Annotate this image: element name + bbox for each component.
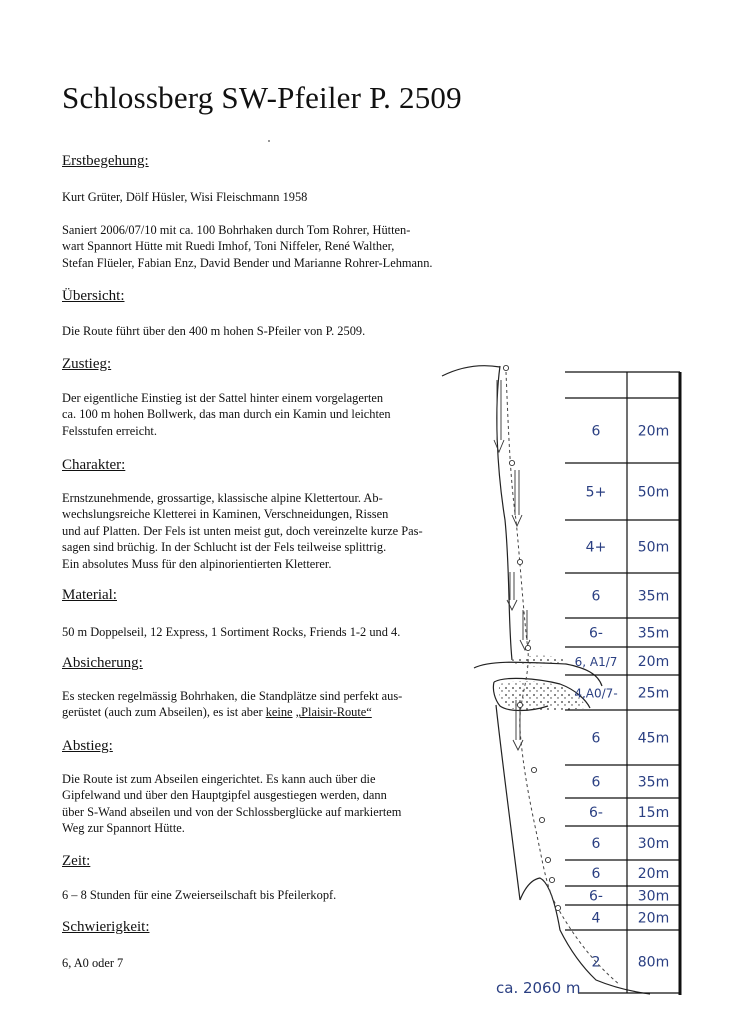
text-line: Weg zur Spannort Hütte. (62, 821, 185, 836)
text-span: gerüstet (auch zum Abseilen), es ist aber (62, 705, 266, 720)
pitch-grade: 6 (591, 588, 601, 605)
pitch-length: 30m (637, 836, 670, 852)
emphasis-plaisir-route: „Plaisir-Route“ (295, 705, 372, 720)
pitch-length: 20m (637, 423, 670, 440)
text-line: 6 – 8 Stunden für eine Zweierseilschaft bis Pfeilerkopf. (62, 888, 337, 902)
ledge-rubble (512, 656, 566, 667)
pitch-length: 35m (637, 774, 670, 791)
pitch-grade: 6, A1/7 (574, 655, 618, 669)
heading-zustieg: Zustieg: (62, 356, 112, 372)
pitch-length: 35m (637, 588, 670, 605)
pitch-grade: 6- (589, 888, 603, 905)
pitch-length: 50m (637, 484, 670, 501)
text-line: Saniert 2006/07/10 mit ca. 100 Bohrhaken durch Tom Rohrer, Hütten- (62, 223, 411, 237)
pitch-length: 15m (637, 805, 670, 821)
text-line: Gipfelwand und über den Hauptgipfel ausgestiegen werden, dann (62, 788, 387, 803)
heading-material: Material: (62, 587, 117, 603)
heading-abstieg: Abstieg: (62, 738, 113, 754)
pitch-grade: 5+ (585, 484, 607, 501)
text-line: und auf Platten. Der Fels ist unten meist gut, doch vereinzelte kurze Pas- (62, 523, 423, 538)
heading-uebersicht: Übersicht: (62, 288, 125, 304)
text-line: Die Route ist zum Abseilen eingerichtet. Es kann auch über die (62, 772, 376, 786)
pitch-grade: 6 (591, 423, 601, 440)
pitch-length: 20m (637, 654, 670, 670)
pitch-grade: 6 (591, 730, 601, 747)
pitch-grade: 4 (591, 910, 601, 927)
pitch-length: 20m (637, 866, 670, 882)
heading-charakter: Charakter: (62, 457, 126, 473)
pitch-grade: 6- (589, 805, 603, 821)
page-title: Schlossberg SW-Pfeiler P. 2509 (62, 80, 462, 115)
text-line: wechslungsreiche Kletterei in Kaminen, Verschneidungen, Rissen (62, 507, 389, 522)
text-line: Ein absolutes Muss für den alpinorientierten Kletterer. (62, 556, 332, 571)
pitch-grade: 2 (591, 954, 601, 971)
pitch-length: 20m (637, 910, 670, 927)
heading-erstbegehung: Erstbegehung: (62, 153, 149, 169)
text-line: Felsstufen erreicht. (62, 423, 157, 438)
emphasis-keine: keine (265, 705, 293, 720)
text-line: 50 m Doppelseil, 12 Express, 1 Sortiment Rocks, Friends 1-2 und 4. (62, 625, 401, 639)
base-altitude-label: ca. 2060 m (496, 979, 581, 997)
text-line: sagen sind brüchig. In der Schlucht ist der Fels teilweise splittrig. (62, 540, 387, 555)
pitch-length: 35m (637, 625, 670, 642)
pitch-grade: 6 (591, 774, 601, 791)
text-line: wart Spannort Hütte mit Ruedi Imhof, Toni Niffeler, René Walther, (62, 239, 395, 254)
pitch-length: 25m (637, 685, 670, 702)
pitch-grade: 6 (591, 866, 601, 882)
text-line: Es stecken regelmässig Bohrhaken, die Standplätze sind perfekt aus- (62, 689, 403, 703)
heading-absicherung: Absicherung: (62, 655, 143, 671)
heading-schwierigkeit: Schwierigkeit: (62, 919, 150, 935)
pitch-length: 50m (637, 539, 670, 556)
pitch-length: 80m (637, 954, 670, 971)
text-line: Der eigentliche Einstieg ist der Sattel hinter einem vorgelagerten (62, 391, 384, 405)
rock-outline (442, 366, 650, 994)
pitch-grade: 6 (591, 836, 601, 852)
pitch-grade: 6- (589, 625, 603, 642)
text-line: über S-Wand abseilen und von der Schlossberglücke auf markiertem (62, 804, 402, 819)
pitch-length: 45m (637, 730, 670, 747)
pitch-grade: 4,A0/7- (574, 686, 618, 701)
text-line: ca. 100 m hohen Bollwerk, das man durch ein Kamin und leichten (62, 407, 391, 422)
belay-stations (503, 365, 560, 910)
text-line: 6, A0 oder 7 (62, 956, 124, 970)
pitch-labels (574, 424, 669, 971)
heading-zeit: Zeit: (62, 853, 91, 869)
text-line: Stefan Flüeler, Fabian Enz, David Bender und Marianne Rohrer-Lehmann. (62, 255, 433, 270)
pitch-length: 30m (637, 888, 670, 905)
text-line: Die Route führt über den 400 m hohen S-Pfeiler von P. 2509. (62, 324, 366, 338)
text-line: Kurt Grüter, Dölf Hüsler, Wisi Fleischmann 1958 (62, 190, 308, 204)
text-line: Ernstzunehmende, grossartige, klassische alpine Klettertour. Ab- (62, 491, 383, 505)
pitch-grade: 4+ (585, 539, 607, 556)
